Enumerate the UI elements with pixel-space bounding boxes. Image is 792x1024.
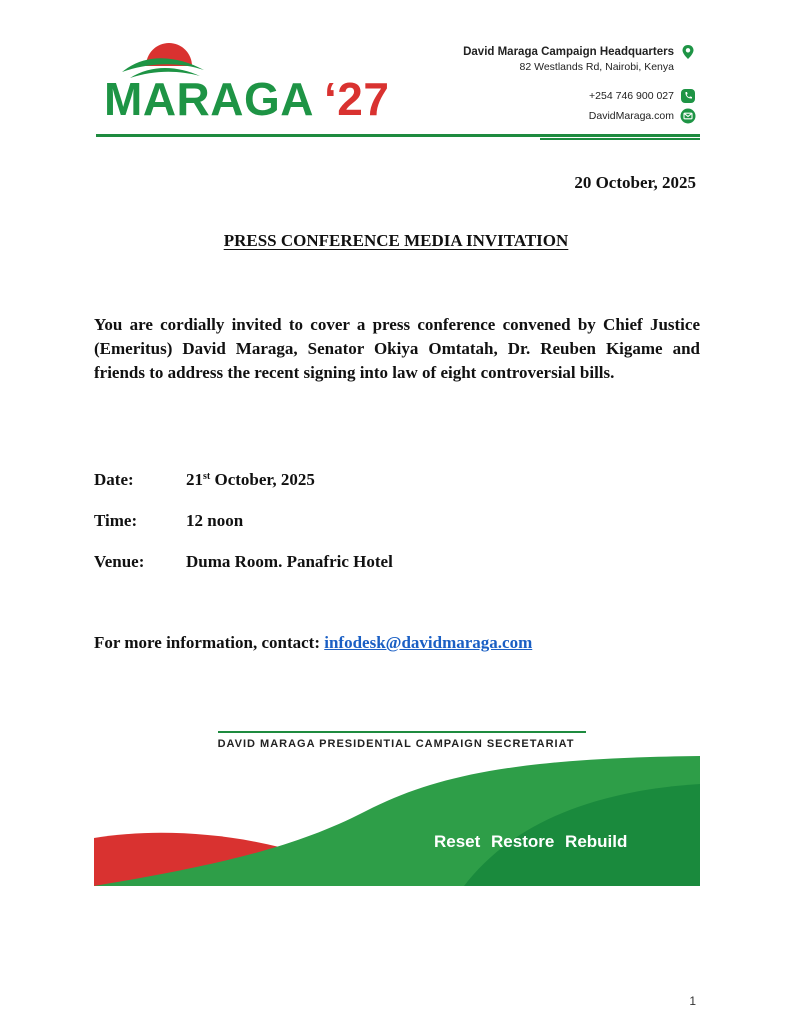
hq-website[interactable]: DavidMaraga.com — [588, 110, 674, 122]
mail-icon — [680, 108, 696, 124]
letterhead-divider — [96, 134, 700, 137]
hq-phone: +254 746 900 027 — [589, 90, 674, 102]
event-time-value: 12 noon — [186, 511, 244, 530]
phone-icon — [680, 88, 696, 104]
event-date-rest: October, 2025 — [210, 470, 315, 489]
contact-line — [94, 633, 532, 653]
page-number: 1 — [689, 994, 696, 1008]
letterhead-divider-accent — [540, 138, 700, 140]
hq-address: 82 Westlands Rd, Nairobi, Kenya — [519, 61, 674, 73]
event-venue-value: Duma Room. Panafric Hotel — [186, 552, 393, 571]
logo-name: MARAGA — [104, 73, 314, 125]
event-date-day: 21 — [186, 470, 203, 489]
secretariat-label: DAVID MARAGA PRESIDENTIAL CAMPAIGN SECRETARIAT — [217, 738, 575, 750]
hq-title: David Maraga Campaign Headquarters — [463, 46, 674, 58]
event-time-label: Time: — [94, 511, 138, 530]
contact-prefix: For more information, contact: — [94, 633, 320, 652]
event-date-row — [94, 470, 315, 490]
campaign-logo — [104, 42, 390, 128]
footer-divider — [218, 731, 586, 733]
letter-date: 20 October, 2025 — [574, 173, 696, 192]
letter-heading-text: PRESS CONFERENCE MEDIA INVITATION — [223, 231, 569, 250]
headquarters-contact-block — [463, 44, 696, 124]
event-venue-row — [94, 552, 393, 572]
campaign-slogan: Reset Restore Rebuild — [434, 832, 628, 851]
event-time-row — [94, 511, 243, 531]
letter-heading — [0, 231, 792, 251]
event-venue-label: Venue: — [94, 552, 145, 571]
event-date-label: Date: — [94, 470, 134, 489]
event-date-suffix: st — [203, 471, 211, 482]
contact-email-link[interactable]: infodesk@davidmaraga.com — [324, 633, 533, 652]
footer-wave-banner — [94, 754, 700, 886]
invitation-paragraph: You are cordially invited to cover a press conference convened by Chief Justice (Emeritus) David Maraga, Senator Okiya Omtatah, Dr. Reuben Kigame and friends to address the recent signing into law of eight controversial bills. — [94, 315, 700, 382]
logo-wordmark — [104, 74, 389, 124]
location-pin-icon — [680, 44, 696, 60]
logo-year: ‘27 — [323, 73, 390, 125]
